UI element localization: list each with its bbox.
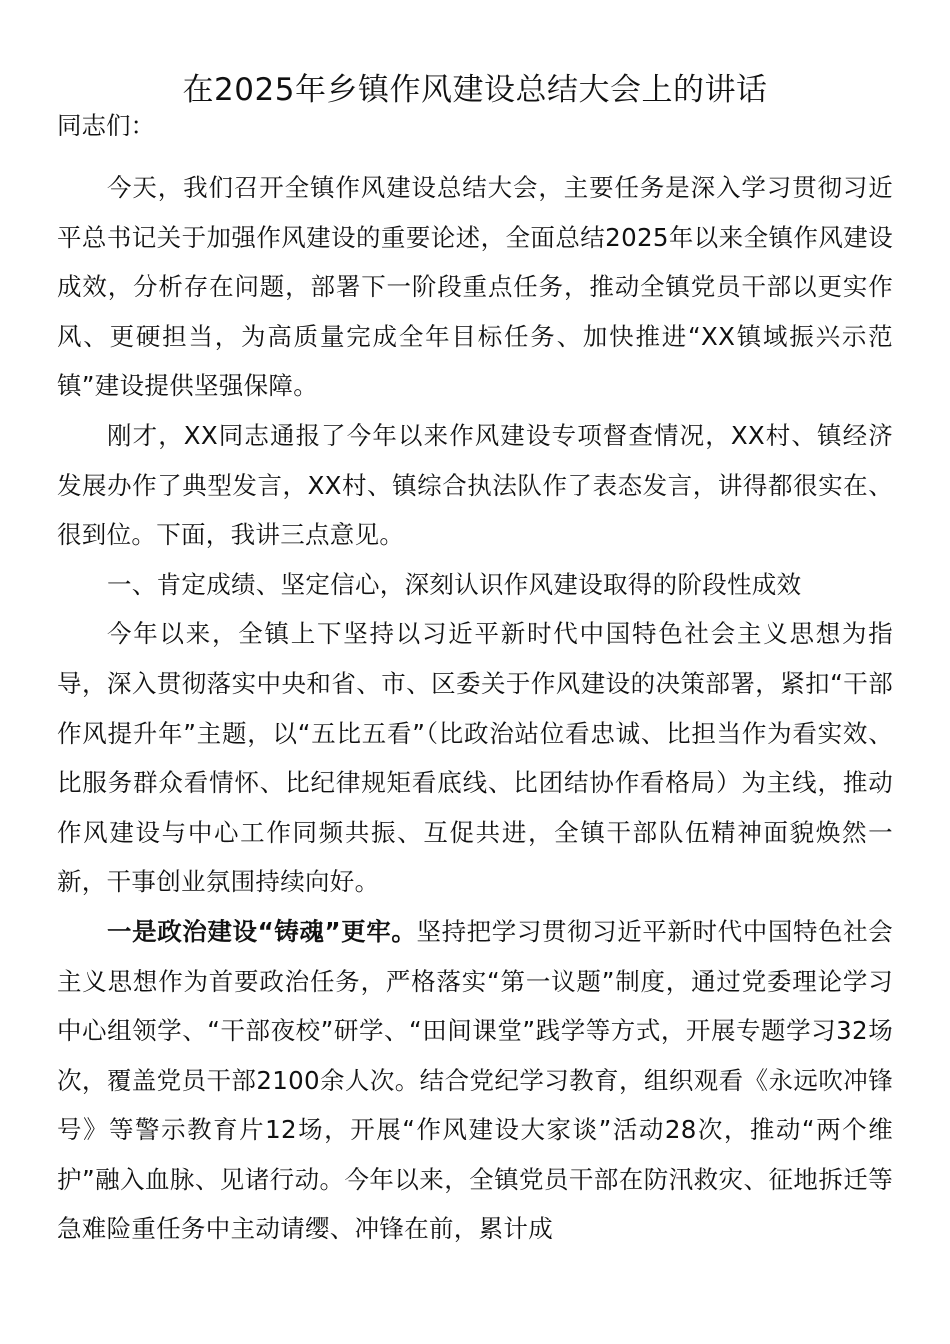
salutation: 同志们：: [57, 111, 155, 140]
document-title: 在2025年乡镇作风建设总结大会上的讲话: [182, 72, 768, 108]
paragraph-text: 今天，我们召开全镇作风建设总结大会，主要任务是深入学习贯彻习近平总书记关于加强作风建设的重要论述，全面总结2025年以来全镇作风建设成效，分析存在问题，部署下一阶段重点任务，推动全镇党员干部以更实作风、更硬担当，为高质量完成全年目标任务、加快推进“XX镇域振兴示范镇”建设提供坚强保障。: [57, 173, 893, 401]
section-heading-text: 一、肯定成绩、坚定信心，深刻认识作风建设取得的阶段性成效: [107, 569, 802, 599]
paragraph-opening: [57, 163, 893, 411]
paragraph-text: 刚才，XX同志通报了今年以来作风建设专项督查情况，XX村、镇经济发展办作了典型发言，XX村、镇综合执法队作了表态发言，讲得都很实在、很到位。下面，我讲三点意见。: [57, 420, 893, 550]
paragraph-political-building: [57, 907, 893, 1254]
paragraph-reports: [57, 411, 893, 560]
paragraph-lead-bold: 一是政治建设“铸魂”更牢。: [107, 916, 417, 946]
paragraph-achievements: [57, 609, 893, 907]
document-page: [57, 62, 893, 1254]
section-heading-one: [57, 560, 893, 610]
paragraph-text: 坚持把学习贯彻习近平新时代中国特色社会主义思想作为首要政治任务，严格落实“第一议题”制度，通过党委理论学习中心组领学、“干部夜校”研学、“田间课堂”践学等方式，开展专题学习32场次，覆盖党员干部2100余人次。结合党纪学习教育，组织观看《永远吹冲锋号》等警示教育片12场，开展“作风建设大家谈”活动28次，推动“两个维护”融入血脉、见诸行动。今年以来，全镇党员干部在防汛救灾、征地拆迁等急难险重任务中主动请缨、冲锋在前，累计成: [57, 916, 894, 1244]
paragraph-text: 今年以来，全镇上下坚持以习近平新时代中国特色社会主义思想为指导，深入贯彻落实中央和省、市、区委关于作风建设的决策部署，紧扣“干部作风提升年”主题，以“五比五看”（比政治站位看忠诚、比担当作为看实效、比服务群众看情怀、比纪律规矩看底线、比团结协作看格局）为主线，推动作风建设与中心工作同频共振、互促共进，全镇干部队伍精神面貌焕然一新，干事创业氛围持续向好。: [57, 619, 893, 897]
